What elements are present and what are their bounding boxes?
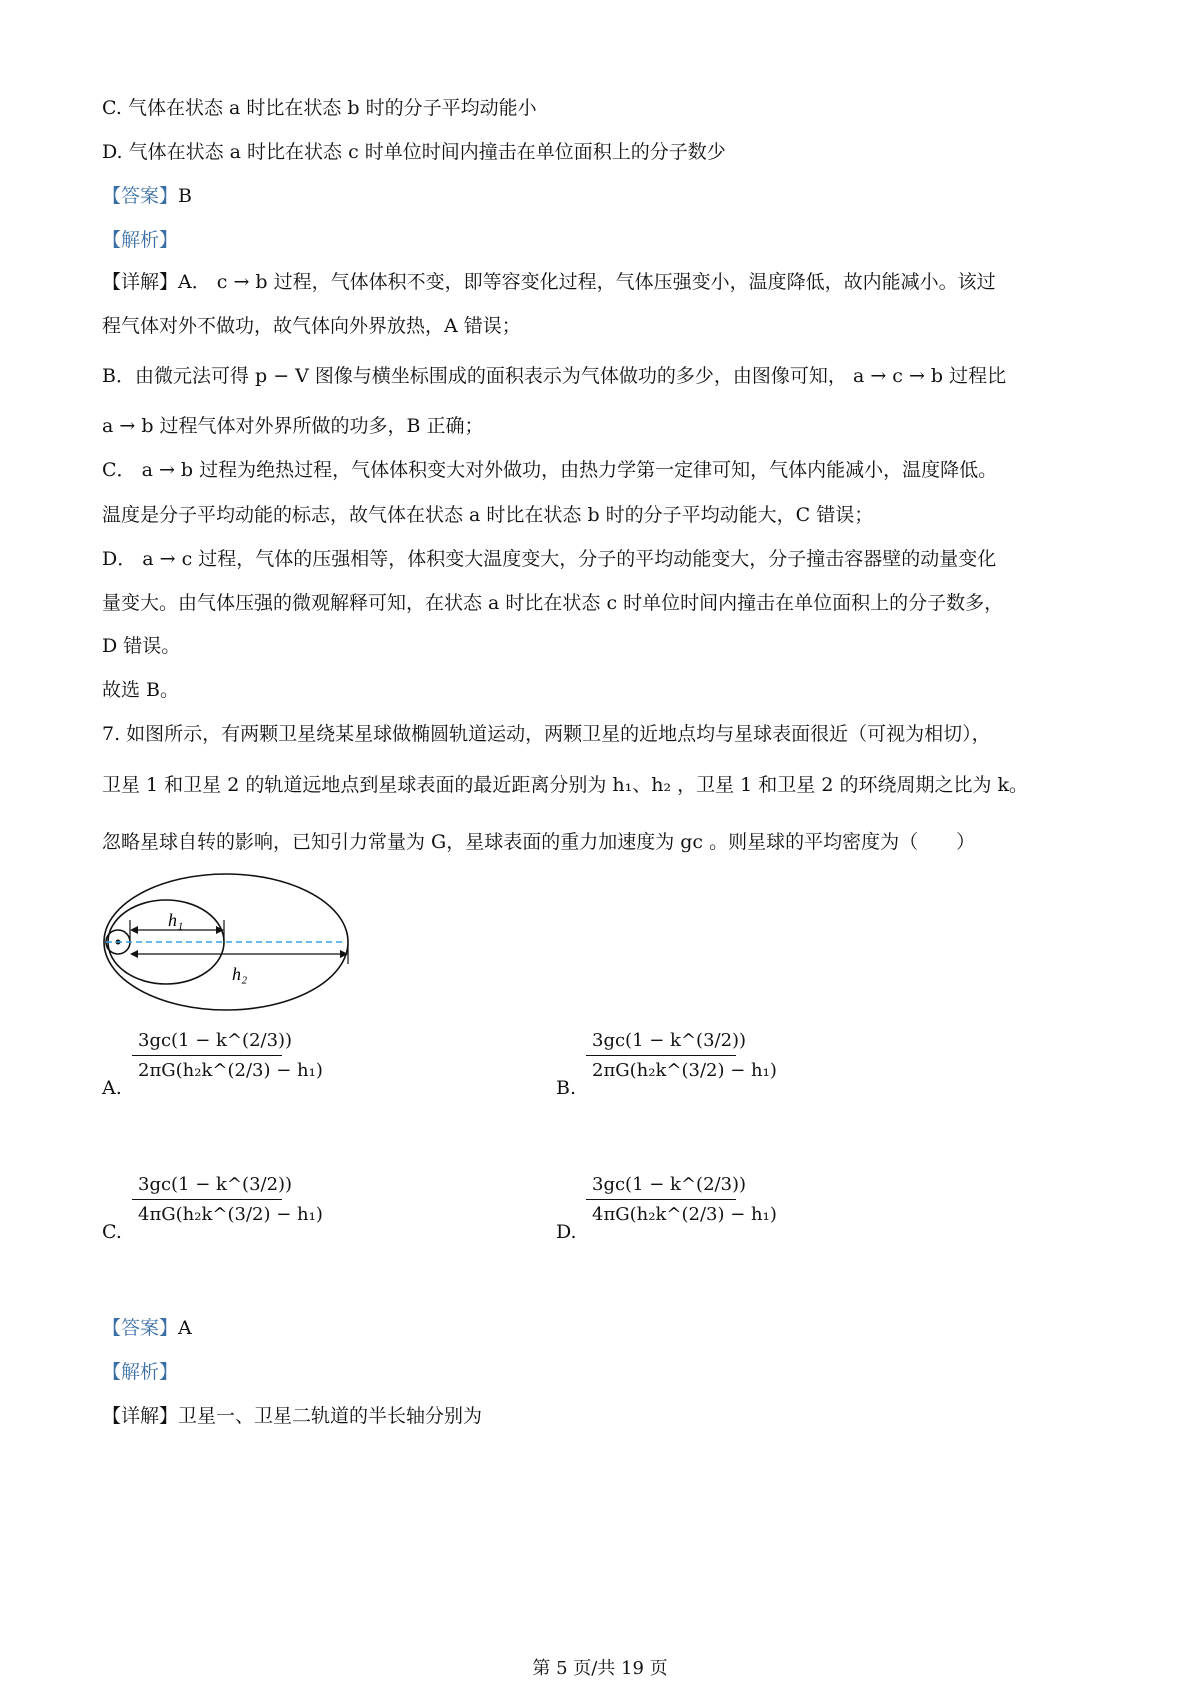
option-d-numerator: 3gc(1 − k^(2/3)) [592,1174,747,1195]
option-b-denominator: 2πG(h₂k^(3/2) − h₁) [592,1060,777,1081]
detail-b-line-1: B．由微元法可得 p − V 图像与横坐标围成的面积表示为气体做功的多少，由图像可知， a → c → b 过程比 [102,365,1007,387]
answer-line-2 [102,1316,192,1340]
detail-last-line [102,1404,482,1428]
detail-a-line-2: 程气体对外不做功，故气体向外界放热，A 错误； [102,315,521,337]
question-7-line-2: 卫星 1 和卫星 2 的轨道远地点到星球表面的最近距离分别为 h₁、h₂ ，卫星 1 和卫星 2 的环绕周期之比为 k。 [102,774,1029,796]
option-a-fraction[interactable] [132,1030,323,1081]
option-b-fraction[interactable] [586,1030,777,1081]
detail-a-line-1 [102,270,996,294]
detail-last-text: 卫星一、卫星二轨道的半长轴分别为 [178,1405,483,1427]
answer-tag: 【答案】 [102,185,179,207]
option-d-denominator: 4πG(h₂k^(2/3) − h₁) [592,1204,777,1225]
orbit-diagram [100,868,360,1018]
detail-a-text: A． c → b 过程，气体体积不变，即等容变化过程，气体压强变小，温度降低，故内能减小。该过 [178,271,996,293]
option-a-letter[interactable]: A. [102,1077,122,1099]
answer-line-1 [102,184,192,208]
option-a-numerator: 3gc(1 − k^(2/3)) [138,1030,293,1051]
analysis-tag-1: 【解析】 [102,229,179,251]
label-h1: h₁ [168,910,184,930]
answer-value: A [178,1317,192,1339]
option-d-fraction[interactable] [586,1174,777,1225]
fraction-bar [586,1199,736,1200]
option-d-letter[interactable]: D. [556,1221,577,1243]
option-c-denominator: 4πG(h₂k^(3/2) − h₁) [138,1204,323,1225]
detail-b-line-2: a → b 过程气体对外界所做的功多，B 正确； [102,415,484,437]
detail-c-line-2: 温度是分子平均动能的标志，故气体在状态 a 时比在状态 b 时的分子平均动能大，C 错误； [102,504,874,526]
detail-d-line-1: D． a → c 过程，气体的压强相等，体积变大温度变大，分子的平均动能变大，分子撞击容器壁的动量变化 [102,548,997,570]
option-c-letter[interactable]: C. [102,1221,122,1243]
option-c-fraction[interactable] [132,1174,323,1225]
answer-tag: 【答案】 [102,1317,179,1339]
question-7-line-1: 7. 如图所示，有两颗卫星绕某星球做椭圆轨道运动，两颗卫星的近地点均与星球表面很近（可视为相切）， [102,723,991,745]
analysis-tag-2: 【解析】 [102,1361,179,1383]
option-d-text: D. 气体在状态 a 时比在状态 c 时单位时间内撞击在单位面积上的分子数少 [102,141,726,163]
h2-arrow-left [130,950,138,958]
fraction-bar [586,1055,736,1056]
h1-arrow-left [130,926,138,934]
option-a-denominator: 2πG(h₂k^(2/3) − h₁) [138,1060,323,1081]
fraction-bar [132,1055,282,1056]
detail-d-line-3: D 错误。 [102,635,181,657]
answer-value: B [178,185,192,207]
option-b-letter[interactable]: B. [556,1077,577,1099]
detail-tag: 【详解】 [102,1405,179,1427]
option-b-numerator: 3gc(1 − k^(3/2)) [592,1030,747,1051]
question-7-line-3: 忽略星球自转的影响，已知引力常量为 G，星球表面的重力加速度为 gc 。则星球的平均密度为（ ） [102,831,976,853]
label-h2: h₂ [232,964,248,984]
detail-d-line-2: 量变大。由气体压强的微观解释可知，在状态 a 时比在状态 c 时单位时间内撞击在单位面积上的分子数多， [102,592,1004,614]
detail-tag: 【详解】 [102,271,179,293]
option-c-numerator: 3gc(1 − k^(3/2)) [138,1174,293,1195]
selection-line: 故选 B。 [102,679,180,701]
fraction-bar [132,1199,282,1200]
page-footer: 第 5 页/共 19 页 [532,1658,668,1679]
option-c-text: C. 气体在状态 a 时比在状态 b 时的分子平均动能小 [102,97,537,119]
detail-c-line-1: C． a → b 过程为绝热过程，气体体积变大对外做功，由热力学第一定律可知，气体内能减小，温度降低。 [102,459,998,481]
